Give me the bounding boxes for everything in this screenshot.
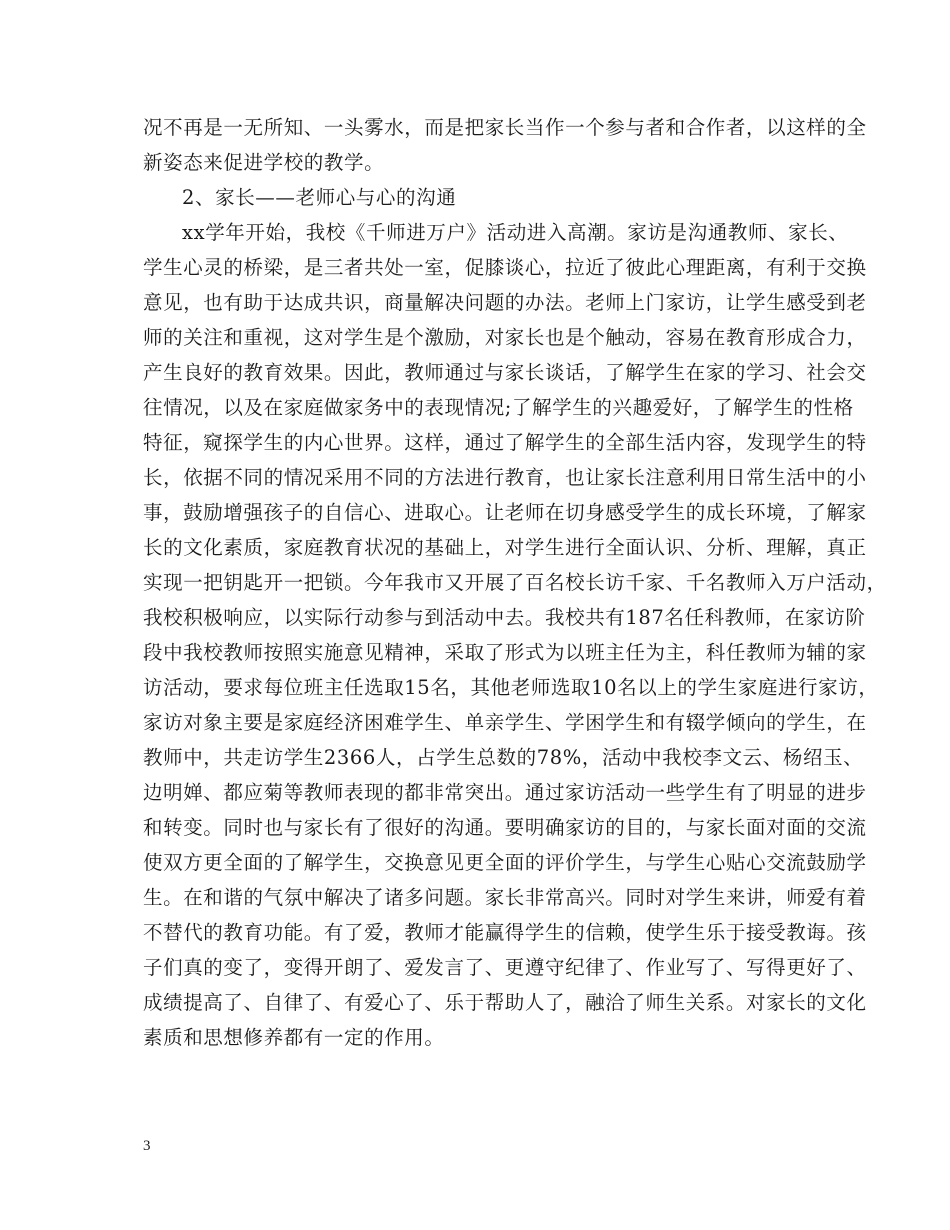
text-line: 师的关注和重视，这对学生是个激励，对家长也是个触动，容易在教育形成合力， xyxy=(143,326,867,349)
text-line: 意见，也有助于达成共识，商量解决问题的办法。老师上门家访，让学生感受到老 xyxy=(143,291,867,314)
text-line: 长，依据不同的情况采用不同的方法进行教育，也让家长注意利用日常生活中的小 xyxy=(143,466,867,489)
text-line: 成绩提高了、自律了、有爱心了、乐于帮助人了，融洽了师生关系。对家长的文化 xyxy=(143,991,867,1014)
text-line: 学生心灵的桥梁，是三者共处一室，促膝谈心，拉近了彼此心理距离，有利于交换 xyxy=(143,256,867,279)
text-line: xx学年开始，我校《千师进万户》活动进入高潮。家访是沟通教师、家长、 xyxy=(182,221,849,244)
text-line: 况不再是一无所知、一头雾水，而是把家长当作一个参与者和合作者，以这样的全 xyxy=(143,116,867,139)
text-line: 产生良好的教育效果。因此，教师通过与家长谈话，了解学生在家的学习、社会交 xyxy=(143,361,867,384)
text-line: 我校积极响应，以实际行动参与到活动中去。我校共有187名任科教师，在家访阶 xyxy=(143,606,866,629)
text-line: 长的文化素质，家庭教育状况的基础上，对学生进行全面认识、分析、理解，真正 xyxy=(143,536,867,559)
text-line: 不替代的教育功能。有了爱，教师才能赢得学生的信赖，使学生乐于接受教诲。孩 xyxy=(143,921,867,944)
text-line: 使双方更全面的了解学生，交换意见更全面的评价学生，与学生心贴心交流鼓励学 xyxy=(143,851,867,874)
text-line: 生。在和谐的气氛中解决了诸多问题。家长非常高兴。同时对学生来讲，师爱有着 xyxy=(143,886,867,909)
text-line: 往情况，以及在家庭做家务中的表现情况;了解学生的兴趣爱好，了解学生的性格 xyxy=(143,396,854,419)
text-line: 特征，窥探学生的内心世界。这样，通过了解学生的全部生活内容，发现学生的特 xyxy=(143,431,867,454)
text-line: 实现一把钥匙开一把锁。今年我市又开展了百名校长访千家、千名教师入万户活动， xyxy=(143,571,887,594)
text-line: 段中我校教师按照实施意见精神，采取了形式为以班主任为主，科任教师为辅的家 xyxy=(143,641,867,664)
text-line: 教师中，共走访学生2366人，占学生总数的78%，活动中我校李文云、杨绍玉、 xyxy=(143,746,864,769)
text-line: 家访对象主要是家庭经济困难学生、单亲学生、学困学生和有辍学倾向的学生，在 xyxy=(143,711,867,734)
text-line: 事，鼓励增强孩子的自信心、进取心。让老师在切身感受学生的成长环境，了解家 xyxy=(143,501,867,524)
text-line: 和转变。同时也与家长有了很好的沟通。要明确家访的目的，与家长面对面的交流 xyxy=(143,816,867,839)
text-line: 访活动，要求每位班主任选取15名，其他老师选取10名以上的学生家庭进行家访， xyxy=(143,676,879,699)
text-line: 素质和思想修养都有一定的作用。 xyxy=(143,1026,445,1049)
page-number: 3 xyxy=(143,1138,151,1154)
text-line: 新姿态来促进学校的教学。 xyxy=(143,151,385,174)
text-line: 边明婵、都应菊等教师表现的都非常突出。通过家访活动一些学生有了明显的进步 xyxy=(143,781,867,804)
text-line: 子们真的变了，变得开朗了、爱发言了、更遵守纪律了、作业写了、写得更好了、 xyxy=(143,956,867,979)
section-heading: 2、家长——老师心与心的沟通 xyxy=(182,186,457,209)
